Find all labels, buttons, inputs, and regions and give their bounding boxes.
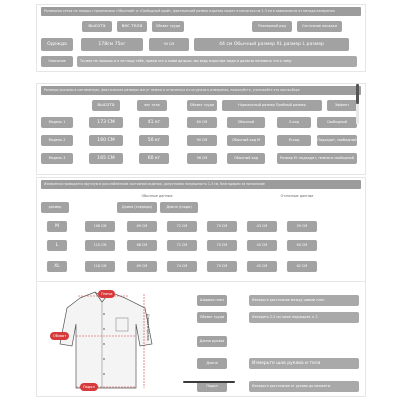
row-weight: 60 кг	[139, 153, 169, 164]
section-note: Размерная сетка на товары с признаками «Обычный» и «Свободный крой», фактический размер изделия может отличаться на 1-3 см в зависимости от метода измерения	[41, 7, 361, 16]
size-label: M	[47, 221, 67, 232]
row-normal: Обычный код M	[227, 135, 265, 146]
section-note: Измерения проводятся вручную в расслабленном состоянии изделия, допустимая погрешность 1-3 см, благодарим за понимание	[41, 180, 361, 189]
row-weight: 41 кг	[139, 117, 169, 128]
home-indicator	[183, 381, 235, 383]
desc-text: Ты мне не пишешь и я не пишу тебе, прими это и живи дальше, мы ведь взрослые люди и должны понимать что к чему	[77, 56, 357, 67]
size-cell: 106 СМ	[85, 221, 115, 232]
size-cell: 110 СМ	[85, 240, 115, 251]
badge-chest: Обхват	[50, 332, 69, 340]
size-cell: 71 СМ	[167, 240, 197, 251]
row-result: 44 см Обычный размер XL размер L размер	[194, 38, 349, 51]
row-normal: Обычный	[227, 117, 265, 128]
header-chest: Обхват груди	[152, 21, 184, 32]
row-height: 165 СМ	[89, 153, 123, 164]
header-size: размер	[41, 202, 69, 213]
row-normal: Обычный код	[227, 153, 265, 164]
note-sleeve: Измерьте шов рукава и тела	[249, 358, 359, 369]
section-note: Размеры указаны в сантиметрах, фактические размеры могут немного отличаться из-за ручного измерения, пожалуйста, учитывайте это при выборе	[41, 86, 361, 95]
header-weight: вес тела	[117, 21, 147, 32]
shirt-diagram	[40, 284, 190, 394]
row-fit: Подходит, свободный	[317, 135, 357, 146]
header-size: Размерный ряд	[252, 21, 292, 32]
note-shoulder: Измерьте расстояние между швами плеч	[249, 295, 359, 306]
size-cell: 69 СМ	[127, 221, 157, 232]
label-chest: Обхват груди	[197, 312, 227, 323]
row-label: Модель 1	[41, 117, 73, 128]
badge-shoulder: Плечи	[98, 290, 115, 298]
vertical-length-label: Длина изделия	[146, 314, 150, 341]
scrollbar-thumb[interactable]	[356, 84, 359, 104]
label-hem: Подол	[197, 381, 227, 392]
size-label: XL	[47, 261, 67, 272]
row-fit: Свободный	[317, 117, 357, 128]
header-fit: Состояние посадки	[297, 21, 342, 32]
header-height: высота	[92, 100, 120, 111]
note-hem: Измерьте расстояние от рукава до манжеты	[249, 381, 359, 392]
row-size: M-код	[277, 135, 311, 146]
badge-hem: Подол	[80, 383, 98, 391]
row-chest: 90 СМ	[149, 38, 189, 51]
note-chest: Измерить 2-3 см ниже подмышек × 2	[249, 312, 359, 323]
size-cell: 70 СМ	[207, 261, 237, 272]
row-label: Модель 3	[41, 153, 73, 164]
size-cell: 116 СМ	[85, 261, 115, 272]
size-label: L	[47, 240, 67, 251]
size-cell: 43 СМ	[247, 221, 277, 232]
size-cell: 62 СМ	[287, 261, 317, 272]
header-length: Длина (спереди)	[117, 202, 157, 213]
group-right-label: Отличные данные	[280, 194, 314, 198]
row-chest: 96 СМ	[187, 153, 217, 164]
header-weight: вес тела	[137, 100, 167, 111]
size-cell: 59 СМ	[287, 221, 317, 232]
size-cell: 45 СМ	[247, 261, 277, 272]
row-weight: 50 кг	[139, 135, 169, 146]
size-cell: 72 СМ	[167, 221, 197, 232]
label-sleeve: Длина рукава	[197, 336, 227, 347]
size-section-2	[36, 83, 366, 175]
row-height: 160 СМ	[89, 135, 123, 146]
row-height: 173 СМ	[89, 117, 123, 128]
row-chest: 80 СМ	[187, 117, 217, 128]
size-cell: 45 СМ	[247, 240, 277, 251]
size-cell: 69 СМ	[127, 261, 157, 272]
size-cell: 68 СМ	[127, 240, 157, 251]
row-chest: 90 СМ	[187, 135, 217, 146]
row-label: Одежда	[41, 38, 73, 51]
group-left-label: Обычные данные	[141, 194, 173, 198]
size-section-3	[36, 177, 366, 283]
header-normal: Нормальный размер Пробный размер	[222, 100, 322, 111]
header-height: высота	[82, 21, 112, 32]
row-height-weight: 178см 75кг	[81, 38, 143, 51]
row-size: S-код	[277, 117, 311, 128]
desc-label: Описание	[41, 56, 73, 67]
size-cell: 60 СМ	[287, 240, 317, 251]
size-cell: 70 СМ	[207, 221, 237, 232]
header-sleeve: Длина (сзади)	[160, 202, 198, 213]
row-label: Модель 2	[41, 135, 73, 146]
size-cell: 74 СМ	[167, 261, 197, 272]
row-fit-long: Размер M: подходит, немного свободный	[277, 153, 357, 164]
label-shoulder: Ширина плеч	[197, 295, 227, 306]
size-cell: 70 СМ	[207, 240, 237, 251]
header-chest: Обхват груди	[187, 100, 217, 111]
label-length: Длина	[197, 358, 227, 369]
size-section-1	[36, 4, 366, 72]
header-fit: Эффект	[327, 100, 357, 111]
